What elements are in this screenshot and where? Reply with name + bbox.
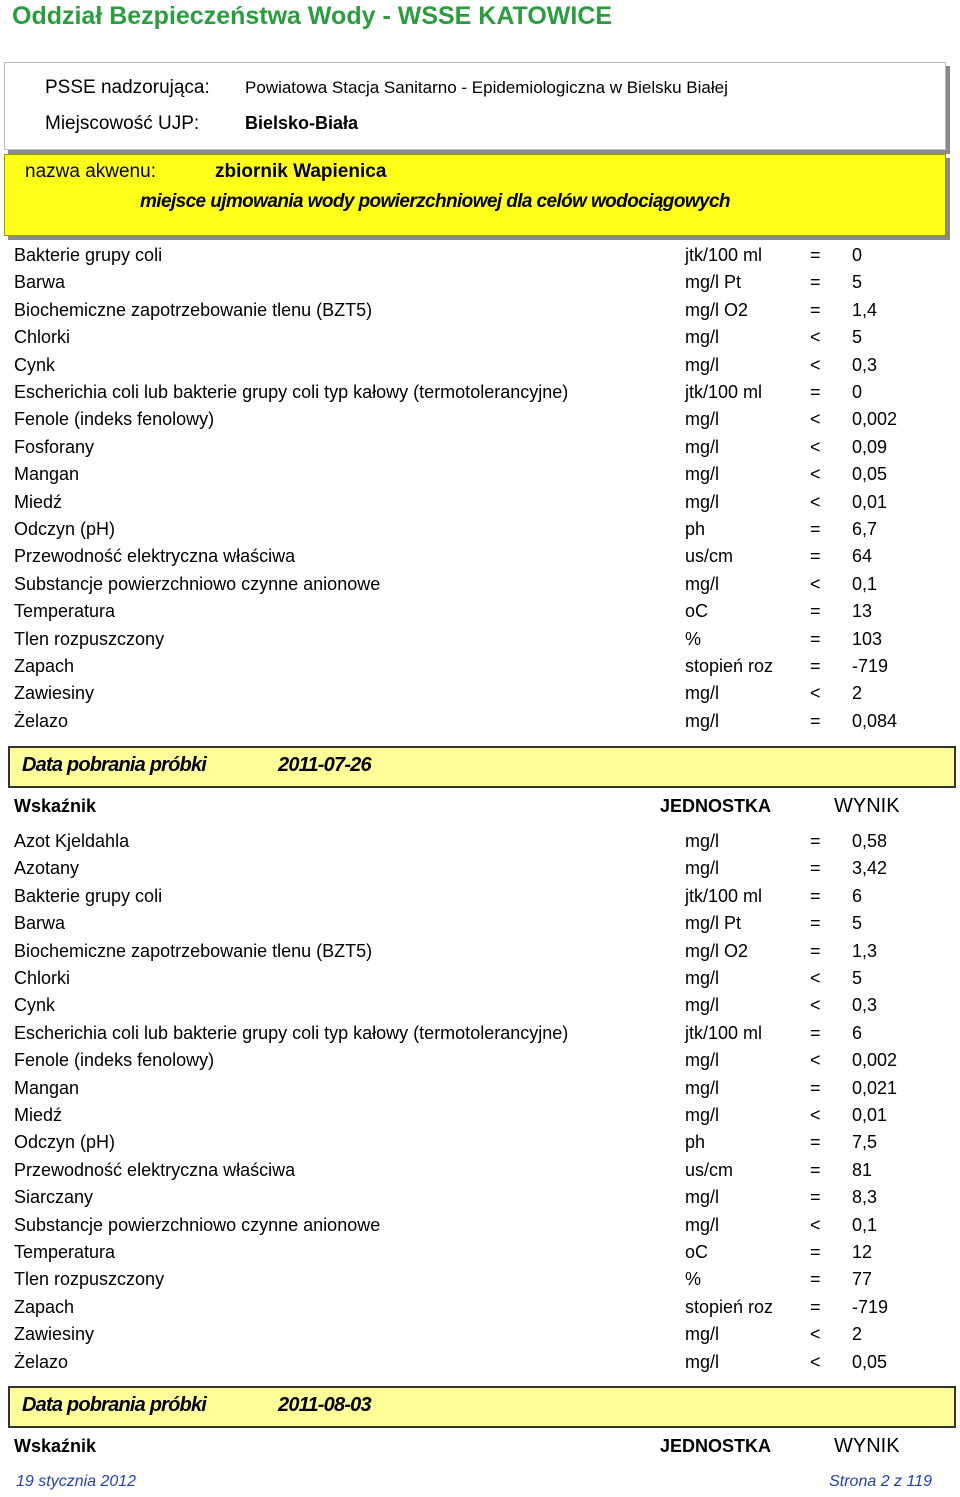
table-row <box>0 938 960 965</box>
table-row <box>0 352 960 379</box>
table-row <box>0 297 960 324</box>
operator: = <box>810 1132 821 1153</box>
indicator-name: Cynk <box>14 995 56 1016</box>
operator: < <box>810 491 821 512</box>
indicator-name: Siarczany <box>14 1187 94 1208</box>
table-row <box>0 461 960 488</box>
operator: = <box>810 1077 821 1098</box>
operator: = <box>810 940 821 961</box>
operator: = <box>810 519 821 539</box>
table-row <box>0 598 960 625</box>
operator: = <box>810 1022 821 1043</box>
result-value: 2 <box>852 1324 863 1345</box>
result-value: 0,002 <box>852 1050 898 1071</box>
table-row <box>0 324 960 351</box>
result-value: 0,01 <box>852 491 888 512</box>
indicator-name: Biochemiczne zapotrzebowanie tlenu (BZT5) <box>14 940 373 961</box>
result-value: -719 <box>852 656 889 676</box>
result-value: 0 <box>852 382 863 402</box>
indicator-name: Fosforany <box>14 436 95 457</box>
sample-date-label: Data pobrania próbki <box>22 1394 207 1416</box>
sample-date-box <box>8 1386 956 1428</box>
result-value: 0,3 <box>852 354 878 375</box>
operator: = <box>810 1242 821 1262</box>
result-value: 1,3 <box>852 940 878 961</box>
indicator-name: Zapach <box>14 1296 75 1317</box>
unit: mg/l <box>685 491 720 512</box>
result-value: 1,4 <box>852 299 878 320</box>
indicator-name: Przewodność elektryczna właściwa <box>14 1159 296 1180</box>
page-title: Oddział Bezpieczeństwa Wody - WSSE KATOWICE <box>12 2 613 30</box>
water-body-box <box>4 154 946 236</box>
result-value: 3,42 <box>852 858 888 879</box>
result-value: 5 <box>852 968 863 988</box>
unit: mg/l Pt <box>685 913 742 934</box>
indicator-name: Temperatura <box>14 601 116 622</box>
water-body-name: zbiornik Wapienica <box>215 161 387 182</box>
indicator-name: Odczyn (pH) <box>14 1132 116 1153</box>
result-value: 0,05 <box>852 1351 888 1372</box>
result-value: -719 <box>852 1296 889 1317</box>
table-row <box>0 379 960 406</box>
operator: = <box>810 913 821 934</box>
table-row <box>0 516 960 543</box>
indicator-name: Mangan <box>14 1077 80 1098</box>
table-row <box>0 626 960 653</box>
result-value: 0,09 <box>852 436 888 457</box>
unit: mg/l <box>685 1105 720 1125</box>
indicator-name: Tlen rozpuszczony <box>14 1269 165 1290</box>
sample-date-label: Data pobrania próbki <box>22 754 207 776</box>
table-row <box>0 1020 960 1047</box>
unit: mg/l <box>685 464 720 485</box>
indicator-name: Odczyn (pH) <box>14 519 116 539</box>
operator: < <box>810 995 821 1016</box>
unit: mg/l <box>685 1077 720 1098</box>
operator: < <box>810 1324 821 1345</box>
operator: < <box>810 409 821 430</box>
result-value: 7,5 <box>852 1132 878 1153</box>
unit: stopień roz <box>685 1296 774 1317</box>
result-value: 5 <box>852 913 863 934</box>
indicator-name: Żelazo <box>14 710 69 731</box>
psse-row <box>45 77 728 99</box>
operator: < <box>810 968 821 988</box>
unit: mg/l <box>685 409 720 430</box>
sample-date-value: 2011-07-26 <box>278 754 371 776</box>
sample-date-box <box>8 746 956 788</box>
operator: = <box>810 628 821 649</box>
table-row <box>0 1075 960 1102</box>
table-row <box>0 965 960 992</box>
unit: mg/l <box>685 1214 720 1235</box>
operator: = <box>810 299 821 320</box>
footer-date: 19 stycznia 2012 <box>16 1473 137 1490</box>
unit: jtk/100 ml <box>685 1022 763 1043</box>
result-value: 0,021 <box>852 1077 898 1098</box>
header-unit: JEDNOSTKA <box>660 796 772 816</box>
unit: mg/l <box>685 995 720 1016</box>
operator: = <box>810 885 821 906</box>
water-body-label: nazwa akwenu: <box>25 161 156 182</box>
operator: < <box>810 573 821 594</box>
unit: ph <box>685 519 706 539</box>
result-value: 5 <box>852 327 863 348</box>
result-value: 6 <box>852 1022 863 1043</box>
table-row <box>0 543 960 570</box>
unit: jtk/100 ml <box>685 885 763 906</box>
table-row <box>0 1157 960 1184</box>
unit: mg/l <box>685 354 720 375</box>
indicator-name: Miedź <box>14 491 63 512</box>
indicator-name: Cynk <box>14 354 56 375</box>
result-value: 0,1 <box>852 573 878 594</box>
table-row <box>0 269 960 296</box>
psse-value: Powiatowa Stacja Sanitarno - Epidemiologiczna w Bielsku Białej <box>245 78 728 97</box>
unit: jtk/100 ml <box>685 382 763 402</box>
operator: < <box>810 1050 821 1071</box>
operator: = <box>810 245 821 265</box>
result-value: 0,01 <box>852 1105 888 1125</box>
table-row <box>0 680 960 707</box>
operator: < <box>810 464 821 485</box>
operator: = <box>810 1269 821 1290</box>
psse-label: PSSE nadzorująca: <box>45 77 210 98</box>
result-value: 5 <box>852 272 863 293</box>
result-value: 0,084 <box>852 710 898 731</box>
operator: = <box>810 1187 821 1208</box>
psse-info-box <box>4 62 946 150</box>
unit: % <box>685 1269 702 1290</box>
unit: mg/l Pt <box>685 272 742 293</box>
sample-date-value: 2011-08-03 <box>278 1394 371 1416</box>
operator: = <box>810 546 821 567</box>
operator: = <box>810 710 821 731</box>
table-row <box>0 1212 960 1239</box>
result-value: 13 <box>852 601 873 622</box>
result-value: 6 <box>852 885 863 906</box>
result-value: 77 <box>852 1269 873 1290</box>
table-row <box>0 406 960 433</box>
table-row <box>0 1129 960 1156</box>
indicator-name: Mangan <box>14 464 80 485</box>
town-value: Bielsko-Biała <box>245 113 359 133</box>
unit: mg/l <box>685 573 720 594</box>
indicator-name: Escherichia coli lub bakterie grupy coli typ kałowy (termotolerancyjne) <box>14 382 569 402</box>
operator: < <box>810 1351 821 1372</box>
operator: = <box>810 272 821 293</box>
table-row <box>0 855 960 882</box>
indicator-name: Escherichia coli lub bakterie grupy coli typ kałowy (termotolerancyjne) <box>14 1022 569 1043</box>
indicator-name: Miedź <box>14 1105 63 1125</box>
table-row <box>0 1321 960 1348</box>
town-row <box>45 113 358 135</box>
indicator-name: Tlen rozpuszczony <box>14 628 165 649</box>
result-value: 81 <box>852 1159 873 1180</box>
result-value: 0,58 <box>852 831 888 851</box>
table-row <box>0 708 960 735</box>
unit: mg/l <box>685 1351 720 1372</box>
table-header <box>0 792 960 820</box>
unit: % <box>685 628 702 649</box>
table-row <box>0 1184 960 1211</box>
indicator-name: Fenole (indeks fenolowy) <box>14 409 215 430</box>
indicator-name: Barwa <box>14 913 66 934</box>
operator: = <box>810 831 821 851</box>
header-unit: JEDNOSTKA <box>660 1436 772 1456</box>
table-header <box>0 1432 960 1460</box>
table-row <box>0 1294 960 1321</box>
unit: oC <box>685 601 709 622</box>
header-result: WYNIK <box>834 795 900 817</box>
town-label: Miejscowość UJP: <box>45 113 200 134</box>
unit: us/cm <box>685 1159 734 1180</box>
result-value: 0,1 <box>852 1214 878 1235</box>
table-row <box>0 434 960 461</box>
table-row <box>0 883 960 910</box>
indicator-name: Żelazo <box>14 1351 69 1372</box>
result-value: 0 <box>852 245 863 265</box>
table-row <box>0 828 960 855</box>
operator: = <box>810 1296 821 1317</box>
result-value: 0,05 <box>852 464 888 485</box>
indicator-name: Substancje powierzchniowo czynne anionowe <box>14 1214 381 1235</box>
operator: < <box>810 327 821 348</box>
unit: jtk/100 ml <box>685 245 763 265</box>
water-body-subtitle: miejsce ujmowania wody powierzchniowej dla celów wodociągowych <box>140 191 730 212</box>
unit: mg/l <box>685 968 720 988</box>
operator: < <box>810 354 821 375</box>
unit: mg/l O2 <box>685 299 749 320</box>
unit: mg/l <box>685 436 720 457</box>
header-indicator: Wskaźnik <box>14 1436 97 1456</box>
unit: mg/l <box>685 831 720 851</box>
result-value: 8,3 <box>852 1187 878 1208</box>
unit: us/cm <box>685 546 734 567</box>
operator: = <box>810 858 821 879</box>
indicator-name: Biochemiczne zapotrzebowanie tlenu (BZT5) <box>14 299 373 320</box>
operator: < <box>810 683 821 704</box>
indicator-name: Przewodność elektryczna właściwa <box>14 546 296 567</box>
indicator-name: Azotany <box>14 858 80 879</box>
unit: mg/l <box>685 1050 720 1071</box>
table-row <box>0 1047 960 1074</box>
header-indicator: Wskaźnik <box>14 796 97 816</box>
unit: oC <box>685 1242 709 1262</box>
indicator-name: Bakterie grupy coli <box>14 885 163 906</box>
operator: < <box>810 436 821 457</box>
unit: stopień roz <box>685 656 774 676</box>
operator: = <box>810 601 821 622</box>
table-row <box>0 489 960 516</box>
table-row <box>0 1349 960 1376</box>
indicator-name: Zawiesiny <box>14 1324 95 1345</box>
indicator-name: Barwa <box>14 272 66 293</box>
indicator-name: Temperatura <box>14 1242 116 1262</box>
indicator-name: Chlorki <box>14 968 71 988</box>
table-row <box>0 571 960 598</box>
result-value: 12 <box>852 1242 873 1262</box>
header-result: WYNIK <box>834 1435 900 1457</box>
table-row <box>0 992 960 1019</box>
result-value: 2 <box>852 683 863 704</box>
operator: < <box>810 1214 821 1235</box>
table-row <box>0 910 960 937</box>
unit: mg/l <box>685 327 720 348</box>
unit: mg/l <box>685 1187 720 1208</box>
result-value: 6,7 <box>852 519 878 539</box>
indicator-name: Bakterie grupy coli <box>14 245 163 265</box>
operator: < <box>810 1105 821 1125</box>
table-row <box>0 1266 960 1293</box>
result-value: 0,002 <box>852 409 898 430</box>
table-row <box>0 1239 960 1266</box>
operator: = <box>810 382 821 402</box>
indicator-name: Substancje powierzchniowo czynne anionowe <box>14 573 381 594</box>
unit: ph <box>685 1132 706 1153</box>
result-value: 103 <box>852 628 883 649</box>
result-value: 0,3 <box>852 995 878 1016</box>
unit: mg/l <box>685 1324 720 1345</box>
unit: mg/l <box>685 683 720 704</box>
unit: mg/l O2 <box>685 940 749 961</box>
operator: = <box>810 1159 821 1180</box>
indicator-name: Fenole (indeks fenolowy) <box>14 1050 215 1071</box>
indicator-name: Zawiesiny <box>14 683 95 704</box>
unit: mg/l <box>685 710 720 731</box>
table-row <box>0 242 960 269</box>
indicator-name: Chlorki <box>14 327 71 348</box>
indicator-name: Zapach <box>14 656 75 676</box>
result-value: 64 <box>852 546 873 567</box>
unit: mg/l <box>685 858 720 879</box>
indicator-name: Azot Kjeldahla <box>14 831 130 851</box>
footer-page-number: Strona 2 z 119 <box>829 1473 932 1490</box>
table-row <box>0 653 960 680</box>
table-row <box>0 1102 960 1129</box>
operator: = <box>810 656 821 676</box>
